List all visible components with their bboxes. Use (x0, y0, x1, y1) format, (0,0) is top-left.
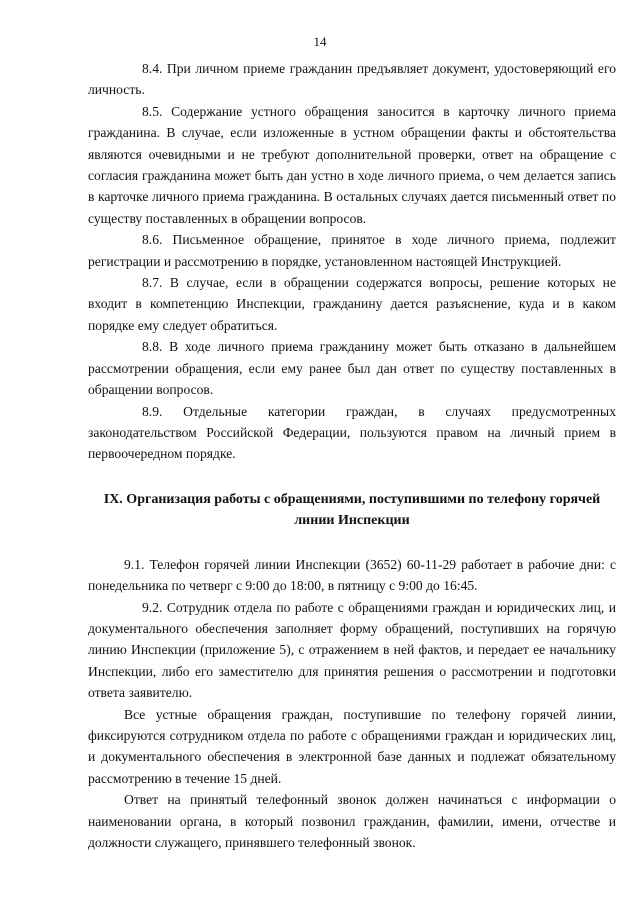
paragraph-9-2: 9.2. Сотрудник отдела по работе с обращениями граждан и юридических лиц, и документального обеспечения заполняет форму обращений, поступивших на горячую линию Инспекции (приложение 5), с отражением в ней фактов, и передает ее начальнику Инспекции, либо его заместителю для принятия решения о рассмотрении и подготовки ответа заявителю. (88, 599, 616, 701)
paragraph-8-7: 8.7. В случае, если в обращении содержатся вопросы, решение которых не входит в компетенцию Инспекции, гражданину дается разъяснение, куда и в каком порядке ему следует обратиться. (88, 275, 616, 333)
page-number: 14 (313, 34, 327, 49)
paragraph-8-8: 8.8. В ходе личного приема гражданину может быть отказано в дальнейшем рассмотрении обращения, если ему ранее был дан ответ по существу поставленных в обращении вопросов. (88, 339, 616, 398)
paragraph-8-6: 8.6. Письменное обращение, принятое в ходе личного приема, подлежит регистрации и рассмотрению в порядке, установленном настоящей Инструкцией. (88, 232, 616, 269)
paragraph-phone-answer: Ответ на принятый телефонный звонок должен начинаться с информации о наименовании органа, в который позвонил гражданин, фамилии, имени, отчестве и должности служащего, принявшего телефонный звонок. (88, 792, 616, 850)
paragraph-8-4: 8.4. При личном приеме гражданин предъявляет документ, удостоверяющий его личность. (88, 61, 616, 98)
paragraph-8-9: 8.9. Отдельные категории граждан, в случаях предусмотренных законодательством Российской Федерации, пользуются правом на личный прием в первоочередном порядке. (88, 403, 616, 462)
paragraph-9-1: 9.1. Телефон горячей линии Инспекции (3652) 60-11-29 работает в рабочие дни: с понедельника по четверг с 9:00 до 18:00, в пятницу с 9:00 до 16:45. (88, 556, 616, 594)
paragraph-8-5: 8.5. Содержание устного обращения заносится в карточку личного приема гражданина. В случае, если изложенные в устном обращении факты и обстоятельства являются очевидными и не требуют дополнительной проверки, ответ на обращение с согласия гражданина может быть дан устно в ходе личного приема, о чем делается запись в карточке личного приема гражданина. В остальных случаях дается письменный ответ по существу поставленных в обращении вопросов. (88, 103, 616, 226)
section-heading: IX. Организация работы с обращениями, поступившими по телефону горячей линии Инспекции (103, 491, 601, 529)
document-body (88, 58, 616, 853)
paragraph-oral-appeals: Все устные обращения граждан, поступившие по телефону горячей линии, фиксируются сотрудником отдела по работе с обращениями граждан и юридических лиц, и документального обеспечения в электронной базе данных и подлежат обязательному рассмотрению в течение 15 дней. (88, 706, 616, 786)
